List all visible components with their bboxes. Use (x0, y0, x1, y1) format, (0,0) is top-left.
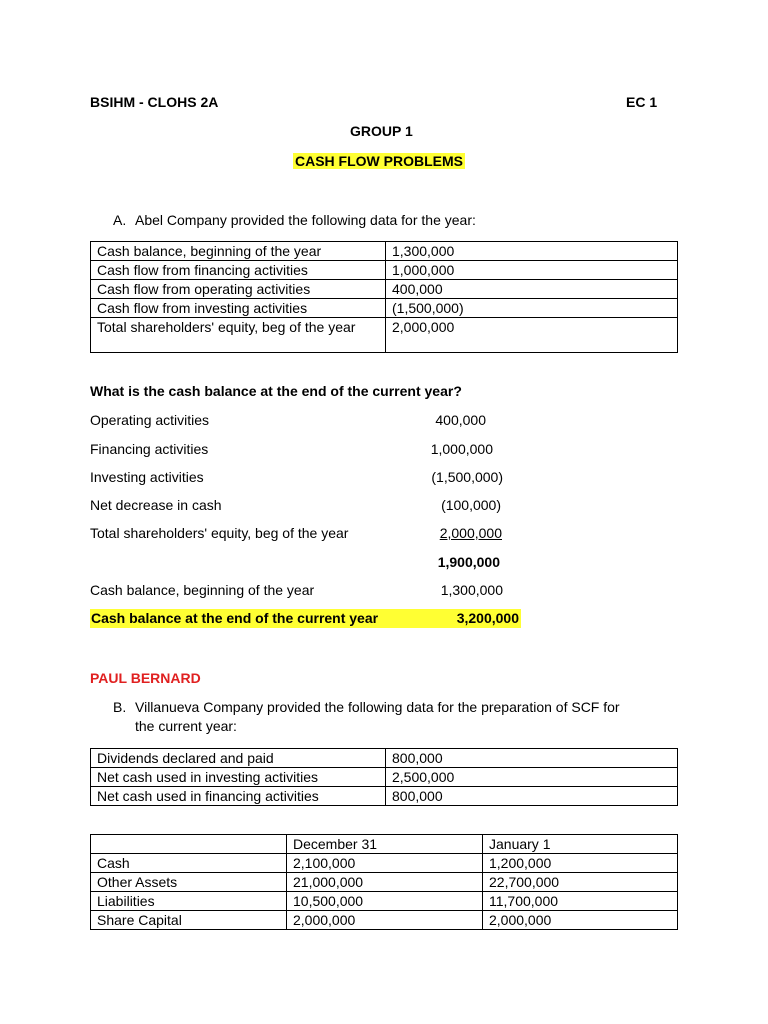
table-cell: Other Assets (91, 873, 287, 892)
table-cell: 11,700,000 (483, 892, 678, 911)
page-title: CASH FLOW PROBLEMS (295, 153, 463, 169)
table-cell: 2,000,000 (287, 911, 483, 930)
table-cell: Cash flow from investing activities (91, 299, 386, 318)
table-row (91, 749, 678, 768)
problem-b-intro-line1: Villanueva Company provided the following data for the preparation of SCF for (135, 699, 620, 715)
table-cell: Total shareholders' equity, beg of the year (91, 318, 386, 353)
table-cell: 1,200,000 (483, 854, 678, 873)
table-row (91, 873, 678, 892)
solution-label: Financing activities (90, 441, 209, 457)
problem-a-intro: Abel Company provided the following data for the year: (135, 212, 476, 228)
solution-amount: 2,000,000 (439, 525, 502, 541)
section-label: EC 1 (626, 94, 658, 110)
table-cell: Cash balance, beginning of the year (91, 242, 386, 261)
table-cell: Net cash used in financing activities (91, 787, 386, 806)
table-header: December 31 (287, 835, 483, 854)
table-header (91, 835, 287, 854)
solution-amount: 400,000 (435, 412, 486, 428)
group-label: GROUP 1 (350, 123, 413, 139)
table-cell: Cash flow from financing activities (91, 261, 386, 280)
table-row (91, 768, 678, 787)
author-name: PAUL BERNARD (90, 670, 201, 686)
table-cell: Share Capital (91, 911, 287, 930)
solution-subtotal: 1,900,000 (437, 554, 500, 570)
table-cell: Net cash used in investing activities (91, 768, 386, 787)
table-row (91, 854, 678, 873)
table-cell: Cash (91, 854, 287, 873)
problem-b-table-1 (90, 748, 678, 806)
table-cell: 1,300,000 (386, 242, 678, 261)
table-cell: 2,000,000 (483, 911, 678, 930)
table-cell: 800,000 (386, 749, 678, 768)
problem-a-table (90, 241, 678, 353)
solution-label: Operating activities (90, 412, 210, 428)
table-cell: 800,000 (386, 787, 678, 806)
table-row (91, 787, 678, 806)
problem-b-table-2 (90, 834, 678, 930)
table-cell: Liabilities (91, 892, 287, 911)
problem-a-question: What is the cash balance at the end of the current year? (90, 383, 462, 399)
solution-amount: (100,000) (441, 497, 501, 513)
solution-label: Net decrease in cash (90, 497, 222, 513)
table-row (91, 299, 678, 318)
table-header: January 1 (483, 835, 678, 854)
solution-label: Investing activities (90, 469, 204, 485)
table-row (91, 280, 678, 299)
table-cell: 21,000,000 (287, 873, 483, 892)
table-row (91, 318, 678, 353)
table-row (91, 892, 678, 911)
solution-amount: 1,000,000 (430, 441, 493, 457)
class-label: BSIHM - CLOHS 2A (90, 94, 219, 110)
table-cell: 2,000,000 (386, 318, 678, 353)
problem-b-label: B. (113, 699, 127, 715)
problem-b-intro-line2: the current year: (135, 718, 237, 734)
solution-amount: 1,300,000 (440, 582, 503, 598)
table-cell: 1,000,000 (386, 261, 678, 280)
answer-label: Cash balance at the end of the current year (91, 610, 379, 626)
table-row (91, 242, 678, 261)
answer-amount: 3,200,000 (456, 610, 519, 626)
table-header-row (91, 835, 678, 854)
table-cell: 10,500,000 (287, 892, 483, 911)
table-cell: 2,100,000 (287, 854, 483, 873)
table-row (91, 911, 678, 930)
table-cell: 2,500,000 (386, 768, 678, 787)
table-cell: 22,700,000 (483, 873, 678, 892)
solution-amount: (1,500,000) (431, 469, 503, 485)
table-cell: Cash flow from operating activities (91, 280, 386, 299)
table-cell: 400,000 (386, 280, 678, 299)
table-row (91, 261, 678, 280)
table-cell: (1,500,000) (386, 299, 678, 318)
solution-label: Total shareholders' equity, beg of the year (90, 525, 349, 541)
problem-a-label: A. (113, 212, 127, 228)
table-cell: Dividends declared and paid (91, 749, 386, 768)
solution-label: Cash balance, beginning of the year (90, 582, 315, 598)
